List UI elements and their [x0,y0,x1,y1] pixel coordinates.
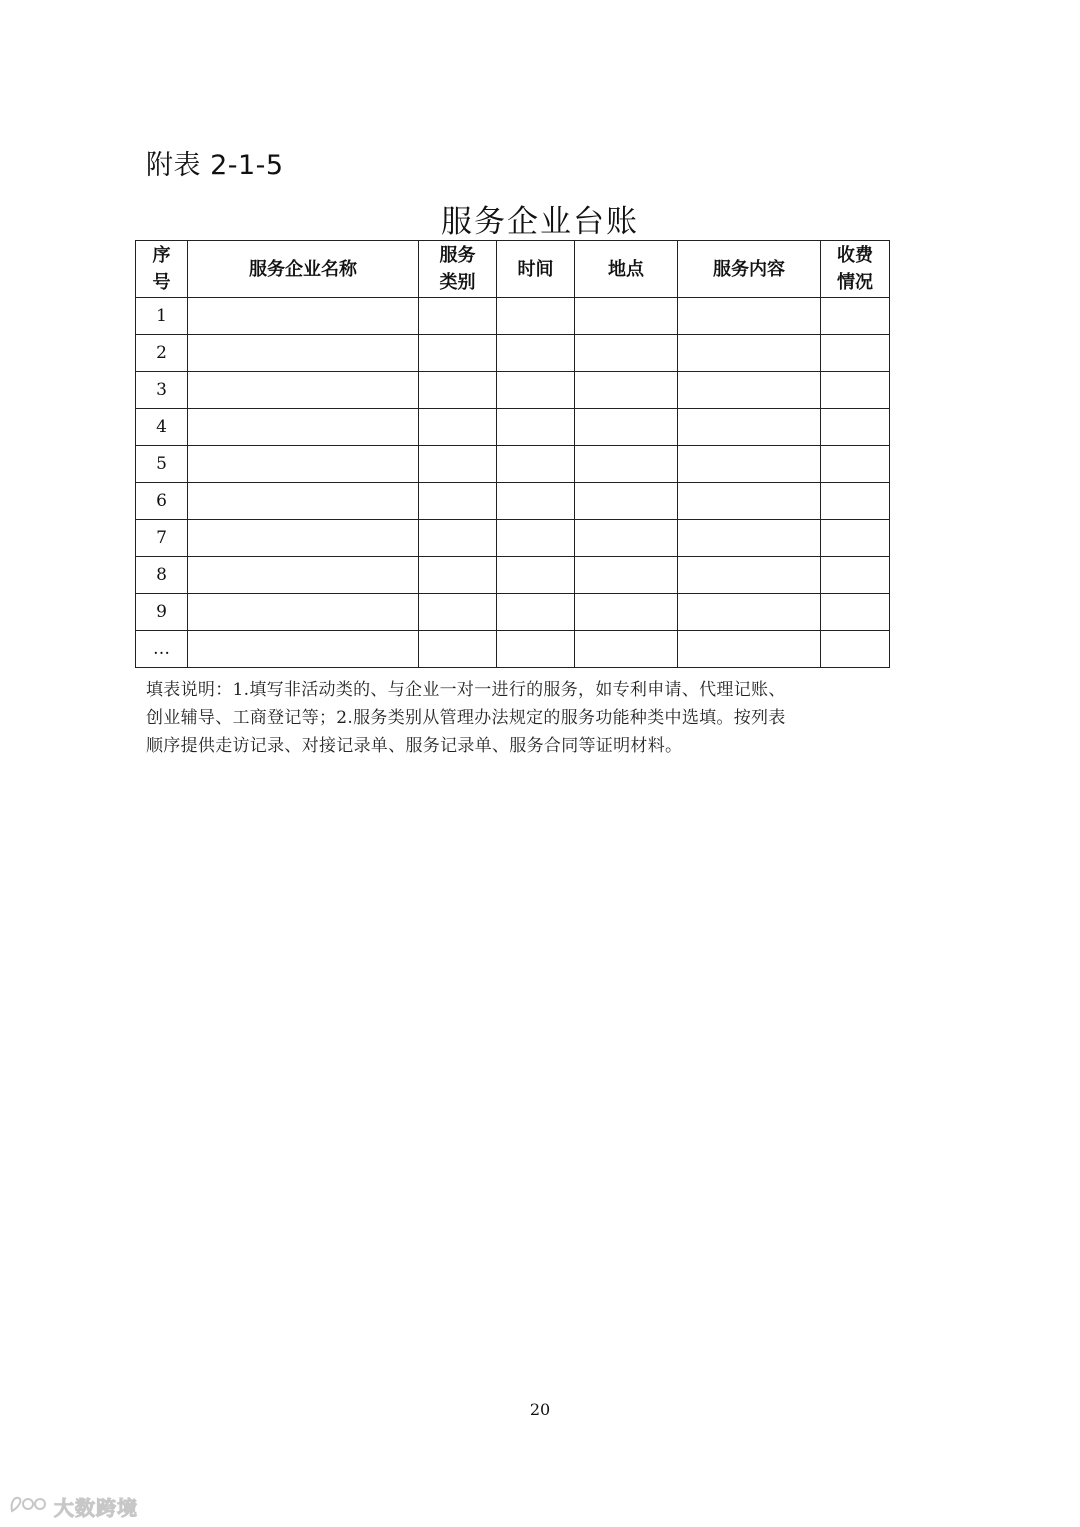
fill-instructions [146,676,906,760]
empty-cell [821,335,890,372]
table-row [136,631,890,668]
empty-cell [419,298,497,335]
table-body [136,298,890,668]
empty-cell [419,483,497,520]
table-row [136,594,890,631]
table-row [136,335,890,372]
empty-cell [678,372,821,409]
table-row [136,298,890,335]
empty-cell [188,409,419,446]
empty-cell [419,409,497,446]
empty-cell [497,483,575,520]
empty-cell [821,483,890,520]
empty-cell [497,409,575,446]
empty-cell [188,446,419,483]
empty-cell [497,372,575,409]
empty-cell [678,520,821,557]
service-ledger-table [135,240,890,668]
empty-cell [188,520,419,557]
empty-cell [188,298,419,335]
watermark-text: 大数跨境 [54,1495,138,1520]
empty-cell [419,446,497,483]
header-location: 地点 [575,241,678,298]
empty-cell [821,372,890,409]
empty-cell [497,446,575,483]
empty-cell [188,557,419,594]
empty-cell [678,557,821,594]
empty-cell [419,372,497,409]
empty-cell [575,557,678,594]
empty-cell [575,335,678,372]
attachment-label: 附表 2-1-5 [146,150,284,181]
header-fee-status: 收费 情况 [821,241,890,298]
empty-cell [497,631,575,668]
header-service-content: 服务内容 [678,241,821,298]
empty-cell [188,631,419,668]
row-index-cell: 5 [136,446,188,483]
empty-cell [678,446,821,483]
table-row [136,446,890,483]
row-index-cell: 2 [136,335,188,372]
empty-cell [678,594,821,631]
table-header-row [136,241,890,298]
empty-cell [575,372,678,409]
empty-cell [497,335,575,372]
instruction-line: 填表说明：1.填写非活动类的、与企业一对一进行的服务，如专利申请、代理记账、 [146,680,786,700]
empty-cell [821,557,890,594]
header-service-category: 服务 类别 [419,241,497,298]
row-index-cell: 4 [136,409,188,446]
empty-cell [575,298,678,335]
page-number: 20 [529,1400,551,1419]
empty-cell [678,409,821,446]
watermark [8,1491,138,1521]
empty-cell [419,520,497,557]
header-enterprise-name: 服务企业名称 [188,241,419,298]
empty-cell [821,298,890,335]
empty-cell [188,335,419,372]
empty-cell [188,594,419,631]
empty-cell [419,557,497,594]
empty-cell [678,335,821,372]
header-time: 时间 [497,241,575,298]
empty-cell [419,594,497,631]
empty-cell [188,483,419,520]
brand-logo-icon [8,1491,48,1521]
row-index-cell: … [136,631,188,668]
empty-cell [575,446,678,483]
table-row [136,557,890,594]
empty-cell [821,631,890,668]
empty-cell [821,520,890,557]
empty-cell [821,446,890,483]
empty-cell [678,631,821,668]
row-index-cell: 7 [136,520,188,557]
empty-cell [678,298,821,335]
empty-cell [575,520,678,557]
table-row [136,520,890,557]
empty-cell [188,372,419,409]
empty-cell [575,409,678,446]
row-index-cell: 8 [136,557,188,594]
empty-cell [575,483,678,520]
table-row [136,409,890,446]
empty-cell [497,557,575,594]
row-index-cell: 6 [136,483,188,520]
document-title: 服务企业台账 [441,204,639,240]
empty-cell [821,409,890,446]
empty-cell [575,631,678,668]
row-index-cell: 3 [136,372,188,409]
table-row [136,483,890,520]
instruction-line: 顺序提供走访记录、对接记录单、服务记录单、服务合同等证明材料。 [146,736,683,756]
empty-cell [497,298,575,335]
row-index-cell: 9 [136,594,188,631]
empty-cell [678,483,821,520]
row-index-cell: 1 [136,298,188,335]
empty-cell [821,594,890,631]
empty-cell [419,335,497,372]
empty-cell [575,594,678,631]
header-index: 序 号 [136,241,188,298]
table-row [136,372,890,409]
empty-cell [419,631,497,668]
instruction-line: 创业辅导、工商登记等；2.服务类别从管理办法规定的服务功能种类中选填。按列表 [146,708,786,728]
empty-cell [497,520,575,557]
empty-cell [497,594,575,631]
